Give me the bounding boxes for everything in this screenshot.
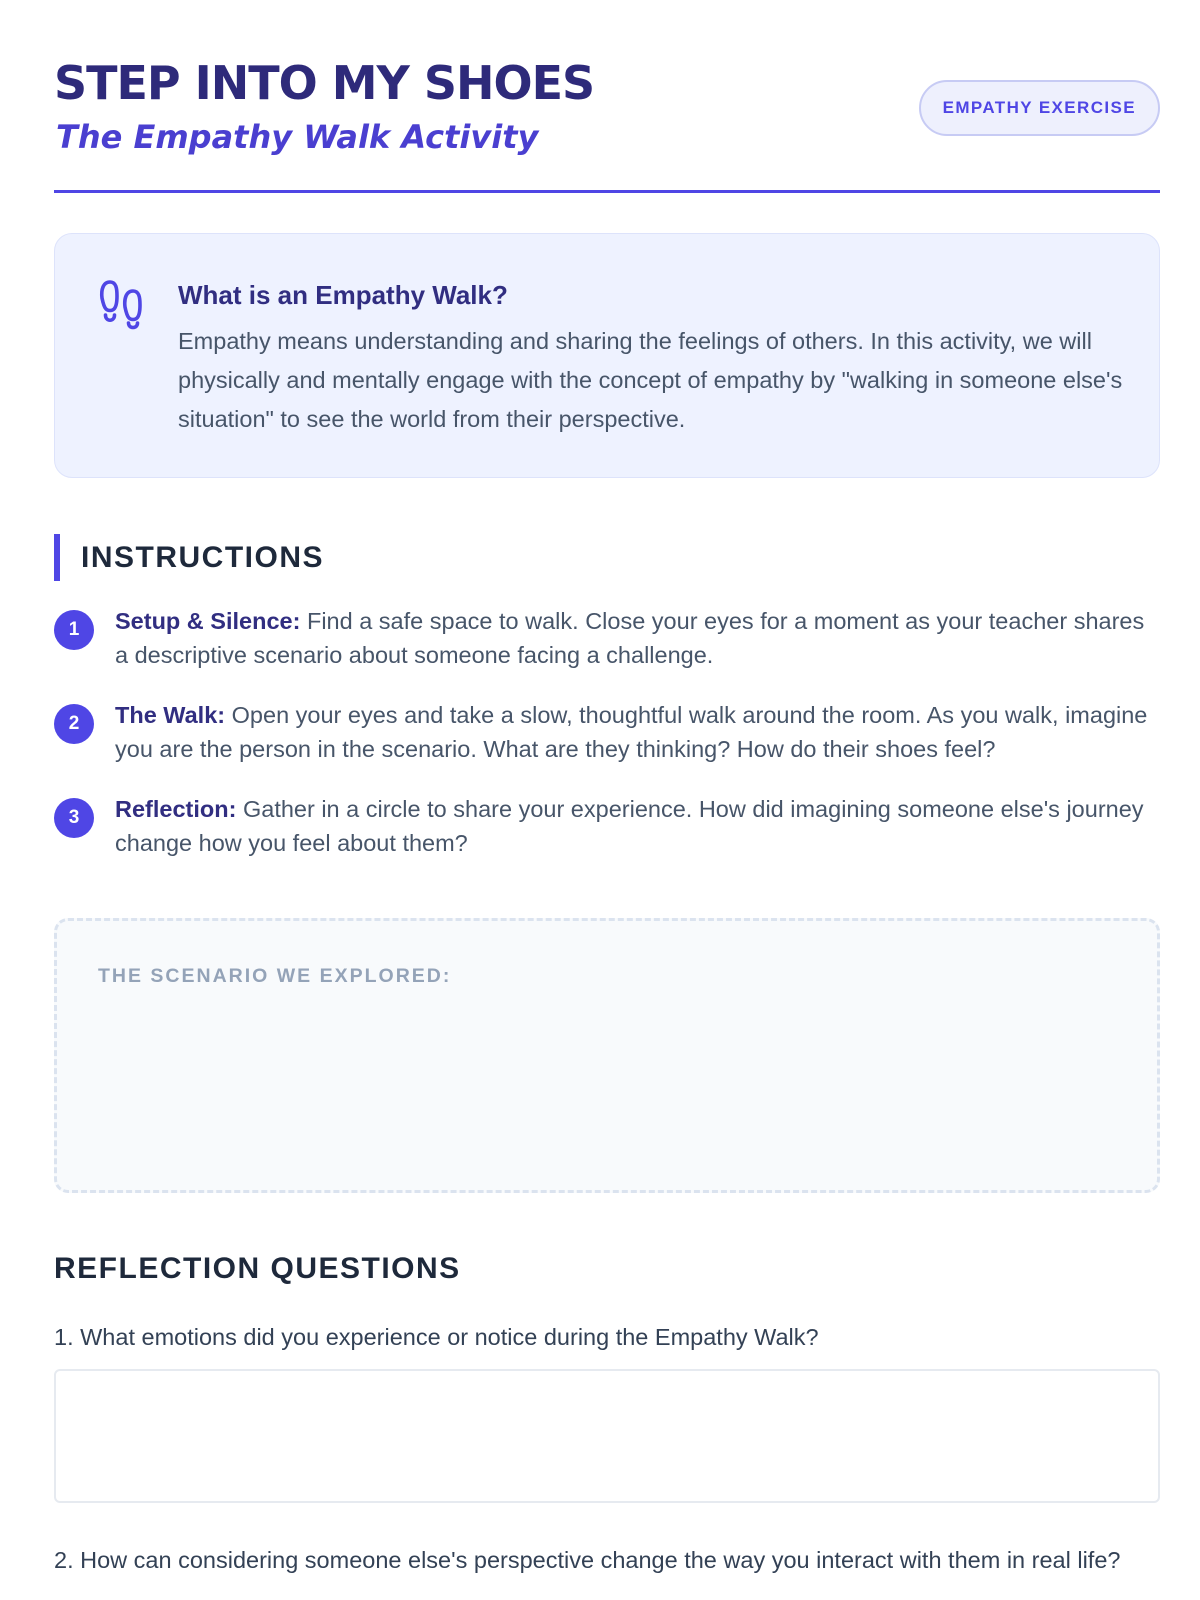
reflection-question: 2. How can considering someone else's perspective change the way you interact with them in real life? xyxy=(54,1547,1121,1573)
category-badge: EMPATHY EXERCISE xyxy=(919,80,1160,136)
footprints-icon xyxy=(99,278,149,330)
step-text xyxy=(115,604,1160,672)
reflection-question: 1. What emotions did you experience or notice during the Empathy Walk? xyxy=(54,1324,819,1350)
page-subtitle: The Empathy Walk Activity xyxy=(56,118,539,156)
scenario-label: THE SCENARIO WE EXPLORED: xyxy=(98,965,452,987)
intro-text: Empathy means understanding and sharing the feelings of others. In this activity, we will physically and mentally engage with the concept of empathy by "walking in someone else's situation" to see the world from their perspective. xyxy=(178,328,1123,432)
step-text xyxy=(115,792,1160,860)
intro-card xyxy=(54,233,1160,478)
step-description: Open your eyes and take a slow, thoughtful walk around the room. As you walk, imagine you are the person in the scenario. What are they thinking? How do their shoes feel? xyxy=(115,702,1148,762)
intro-title: What is an Empathy Walk? xyxy=(178,280,508,310)
header xyxy=(54,0,1160,193)
step-label: Setup & Silence: xyxy=(115,608,301,634)
step-number-badge: 2 xyxy=(54,704,94,744)
step-label: The Walk: xyxy=(115,702,226,728)
reflection-heading: REFLECTION QUESTIONS xyxy=(54,1252,461,1285)
answer-field[interactable] xyxy=(54,1369,1160,1503)
step-label: Reflection: xyxy=(115,796,237,822)
scenario-box[interactable] xyxy=(54,918,1160,1193)
page-title: STEP INTO MY SHOES xyxy=(54,56,595,110)
step-number-badge: 1 xyxy=(54,610,94,650)
step-description: Find a safe space to walk. Close your eyes for a moment as your teacher shares a descriptive scenario about someone facing a challenge. xyxy=(115,608,1145,668)
step-text xyxy=(115,698,1160,766)
instructions-heading: INSTRUCTIONS xyxy=(54,534,324,581)
worksheet-page xyxy=(54,0,1160,1573)
step-number-badge: 3 xyxy=(54,798,94,838)
step-description: Gather in a circle to share your experience. How did imagining someone else's journey change how you feel about them? xyxy=(115,796,1144,856)
